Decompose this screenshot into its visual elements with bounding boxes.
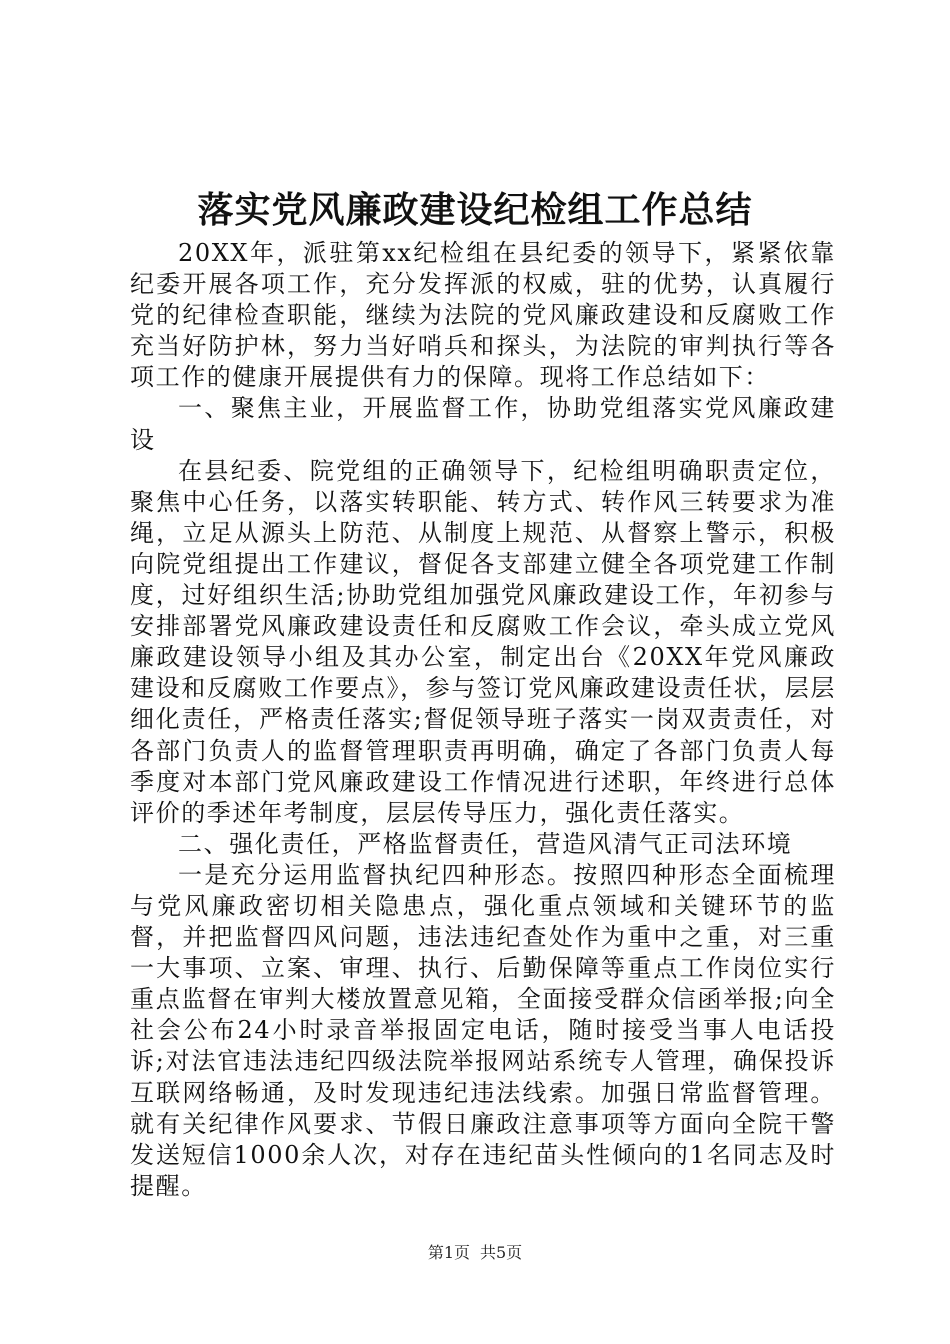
section-1-paragraph: 在县纪委、院党组的正确领导下，纪检组明确职责定位，聚焦中心任务，以落实转职能、转方式、转作风三转要求为准绳，立足从源头上防范、从制度上规范、从督察上警示，积极向院党组提出工作建议，督促各支部建立健全各项党建工作制度，过好组织生活;协助党组加强党风廉政建设工作，年初参与安排部署党风廉政建设责任和反腐败工作会议，牵头成立党风廉政建设领导小组及其办公室，制定出台《20XX年党风廉政建设和反腐败工作要点》，参与签订党风廉政建设责任状，层层细化责任，严格责任落实;督促领导班子落实一岗双责责任，对各部门负责人的监督管理职责再明确，确定了各部门负责人每季度对本部门党风廉政建设工作情况进行述职，年终进行总体评价的季述年考制度，层层传导压力，强化责任落实。	[130, 456, 836, 827]
section-heading-2: 二、强化责任，严格监督责任，营造风清气正司法环境	[178, 829, 793, 858]
page-footer	[0, 1242, 950, 1264]
page-total: 共5页	[480, 1243, 523, 1262]
page-number: 第1页	[427, 1243, 470, 1262]
section-heading-1: 一、聚焦主业，开展监督工作，协助党组落实党风廉政建设	[130, 394, 836, 454]
intro-paragraph: 20XX年，派驻第xx纪检组在县纪委的领导下，紧紧依靠纪委开展各项工作，充分发挥派的权威，驻的优势，认真履行党的纪律检查职能，继续为法院的党风廉政建设和反腐败工作充当好防护林，努力当好哨兵和探头，为法院的审判执行等各项工作的健康开展提供有力的保障。现将工作总结如下：	[130, 239, 836, 392]
section-2-paragraph: 一是充分运用监督执纪四种形态。按照四种形态全面梳理与党风廉政密切相关隐患点，强化重点领域和关键环节的监督，并把监督四风问题，违法违纪查处作为重中之重，对三重一大事项、立案、审理、执行、后勤保障等重点工作岗位实行重点监督在审判大楼放置意见箱，全面接受群众信函举报;向全社会公布24小时录音举报固定电话，随时接受当事人电话投诉;对法官违法违纪四级法院举报网站系统专人管理，确保投诉互联网络畅通，及时发现违纪违法线索。加强日常监督管理。就有关纪律作风要求、节假日廉政注意事项等方面向全院干警发送短信1000余人次，对存在违纪苗头性倾向的1名同志及时提醒。	[130, 860, 836, 1200]
document-title: 落实党风廉政建设纪检组工作总结	[197, 189, 753, 231]
document-body	[130, 238, 836, 1202]
